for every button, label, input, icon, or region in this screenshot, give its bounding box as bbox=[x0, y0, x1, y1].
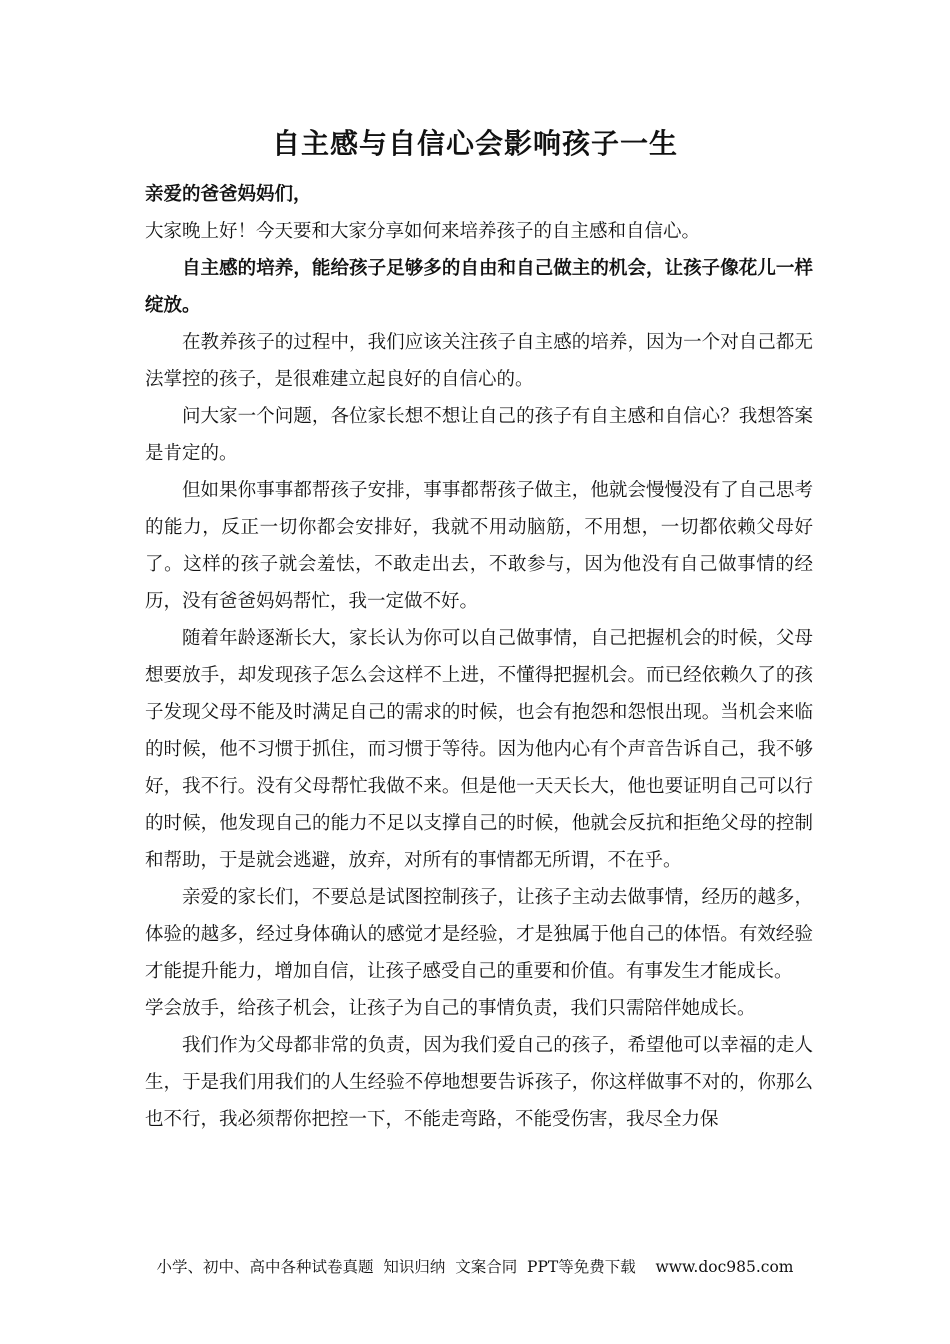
page-footer: 小学、初中、高中各种试卷真题 知识归纳 文案合同 PPT等免费下载 www.doc985.com bbox=[156, 1258, 794, 1276]
unindented-paragraph: 学会放手，给孩子机会，让孩子为自己的事情负责，我们只需陪伴她成长。 bbox=[145, 998, 756, 1019]
body-paragraph-last: 我们作为父母都非常的负责，因为我们爱自己的孩子，希望他可以幸福的走人生，于是我们用我们的人生经验不停地想要告诉孩子，你这样做事不对的，你那么也不行，我必须帮你把控一下，不能走弯路，不能受伤害，我尽全力保 bbox=[145, 1035, 813, 1130]
body-paragraph-2: 问大家一个问题，各位家长想不想让自己的孩子有自主感和自信心？我想答案是肯定的。 bbox=[145, 406, 813, 464]
greeting: 亲爱的爸爸妈妈们， bbox=[145, 184, 312, 205]
highlight-paragraph: 自主感的培养，能给孩子足够多的自由和自己做主的机会，让孩子像花儿一样绽放。 bbox=[145, 258, 813, 316]
document-body bbox=[145, 176, 813, 1138]
body-paragraph-1: 在教养孩子的过程中，我们应该关注孩子自主感的培养，因为一个对自己都无法掌控的孩子，是很难建立起良好的自信心的。 bbox=[145, 332, 813, 390]
body-paragraph-3: 但如果你事事都帮孩子安排，事事都帮孩子做主，他就会慢慢没有了自己思考的能力，反正一切你都会安排好，我就不用动脑筋，不用想，一切都依赖父母好了。这样的孩子就会羞怯，不敢走出去，不敢参与，因为他没有自己做事情的经历，没有爸爸妈妈帮忙，我一定做不好。 bbox=[145, 480, 813, 612]
body-paragraph-5: 亲爱的家长们，不要总是试图控制孩子，让孩子主动去做事情，经历的越多，体验的越多，经过身体确认的感觉才是经验，才是独属于他自己的体悟。有效经验才能提升能力，增加自信，让孩子感受自己的重要和价值。有事发生才能成长。 bbox=[145, 887, 813, 982]
document-title: 自主感与自信心会影响孩子一生 bbox=[271, 127, 678, 160]
body-paragraph-4: 随着年龄逐渐长大，家长认为你可以自己做事情，自己把握机会的时候，父母想要放手，却发现孩子怎么会这样不上进，不懂得把握机会。而已经依赖久了的孩子发现父母不能及时满足自己的需求的时候，也会有抱怨和怨恨出现。当机会来临的时候，他不习惯于抓住，而习惯于等待。因为他内心有个声音告诉自己，我不够好，我不行。没有父母帮忙我做不来。但是他一天天长大，他也要证明自己可以行的时候，他发现自己的能力不足以支撑自己的时候，他就会反抗和拒绝父母的控制和帮助，于是就会逃避，放弃，对所有的事情都无所谓，不在乎。 bbox=[145, 628, 813, 871]
intro-paragraph: 大家晚上好！今天要和大家分享如何来培养孩子的自主感和自信心。 bbox=[145, 221, 701, 242]
